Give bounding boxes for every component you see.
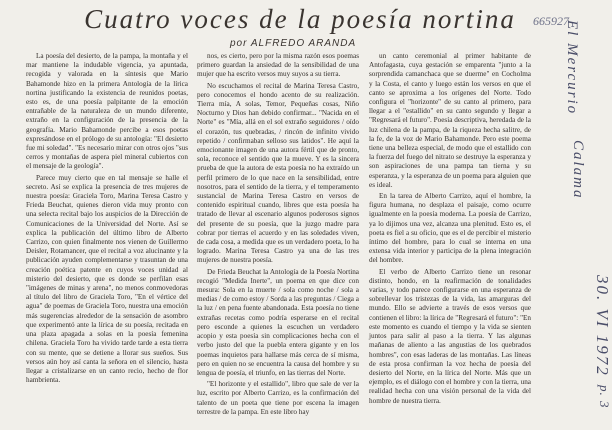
article-headline: Cuatro voces de la poesía nortina [84, 4, 516, 34]
column-1-paragraph: La poesía del desierto, de la pampa, la montaña y el mar mantiene la indudable vigencia, ya apuntada, recogida y valorada en la síntesis que Mario Bahamonde hizo en la primera Antología de la lírica nortina justificando la existencia de reunidos poetas, esto es, de una poesía palpitante de la emoción entrañable de la naturaleza de un mundo diferente, extraño en la configuración de la presencia de la geografía. Mario Bahamonde percibe a esos poetas expresándose en el prólogo de su antología: "El desierto fue mi soledad". "Es necesario mirar con otros ojos "sus cerros y montañas de aspera piel mineral cubiertos con el mensaje de la geología". [26, 52, 188, 171]
archive-stamp-number: 665927 [533, 14, 569, 28]
article-column-2 [197, 52, 359, 424]
column-2-paragraph: No escuchamos el recital de Marina Teresa Castro, pero conocemos el hondo acento de su realización. Tierra mía, A solas, Temor, Pequeñas cosas, Niño Nocturno y Dios han debido confirmar... "Nacida en el Norte" es "Mía, allá en el sol extraño seguidores / oído el corazón, tus quebradas, / rincón de infinito vivido repetido / confirmaban selloso sus latidos". He aquí la emocionante imagen de una autora fértil que de pronto, sola, reconoce el sentido que la mueve. Y es la sincera prueba de que la autora de esta poesía no ha extraído un perfil primero de lo que nace en la sensibilidad, entre nosotros, para el sentido de la tierra, y el temperamento sustancial de Marina Teresa Castro en versos de contenido espiritual cuando, libres que esta poesía ha tratado de llevar al escenario algunos poderosos signos del presente de su poesía, que la juzgo madre para cobrar por tierras el acuerdo y en las soledades viven, de cada cosa, a medida que es un verdadero poeta, lo ha logrado. Marina Teresa Castro ya una de las tres mujeres de nuestra poesía. [197, 81, 359, 265]
column-3-paragraph: El verbo de Alberto Carrizo tiene un resonar distinto, hondo, en la reafirmación de tonalidades varias, y todo parece configurarse en una esperanza de sobrellevar los tristezas de la vida, las amarguras del mundo. Ello se advierte a través de esos versos que contienen el libro: la lírica de "Regresará el futuro": "En este momento es cuando el tiempo y la vida se sienten juntos para salir al paso a la tierra. Y las algunas mañanas de aliento a las angustias de los quebrados hombres", con esas laderas de las montañas. Las líneas de esta prosa confirman la voz hecha de poesía del desierto del Norte, en la lírica del Norte. Más que un ejemplo, es el diálogo con el hombre y con la tierra, una realidad hecha con una visión personal de la vida del hombre de nuestra tierra. [369, 267, 531, 405]
margin-city-name: Calama [570, 140, 586, 200]
handwritten-margin-note [544, 20, 612, 425]
article-column-3 [369, 52, 531, 424]
column-1-paragraph: Parece muy cierto que en tal mensaje se halle el secreto. Así se explica la presencia de tres mujeres de nuestra poesía: Graciela Toro, Marina Teresa Castro y Frieda Beuchat, quienes dieron vida muy pronto con una selecta recital bajo los auspicios de la Dirección de Comunicaciones de la Universidad del Norte. Así se explica la publicación del último libro de Alberto Carrizo, con quien finalmente nos vienen de Guillermo Deisler, Rotamancer, que el recital a voz alucinante y la publicación ayuden complementarse y trasuntan de una creación poética patente en cuyos voces unidad al misterio del desierto, que es donde se perfilan esas "imágenes de minas y arena", no menos conmovedoras al título del libro de Graciela Toro, "En el vértice del agua" de poemas de Graciela Toro, nuestra una emoción más sugerencias alrededor de la sensación de asombro que experimentó ante la lírica de su poesía, recitada en una plaza apagada a solas en la poesía femenina chilena. Graciela Toro ha vivido tarde tarde a esta tierra con su mente, que se detiene a llorar sus sueños. Sus versos aún hoy así canta la señora en el silencio, hasta llegar a cristalizarse en un canto recio, hecho de flor hambrienta. [26, 173, 188, 385]
article-byline: por ALFREDO ARANDA [230, 38, 357, 49]
column-3-paragraph: En la tarea de Alberto Carrizo, aquí el hombre, la figura humana, no desplaza el paisaje, como ocurre igualmente en la poesía moderna. La poesía de Carrizo, ya lo dijimos una vez, alcanza una plenitud. Esto es, el poeta es fiel a su oficio, que es el de percibir el misterio íntimo del hombre, para lo cual se interna en una extensa vida interior y participa de la plena integración del hombre. [369, 192, 531, 265]
margin-page-number: p. 3 [597, 385, 612, 409]
article-column-1 [26, 52, 188, 424]
column-2-paragraph: nos, es cierto, pero por la misma razón esos poemas primero guardan la ansiedad de la sensibilidad de una mujer que ha escrito versos muy suyos a su tierra. [197, 52, 359, 79]
column-3-paragraph: un canto ceremonial al primer habitante de Antofagasta, cuya gestación se emparenta "junto a la sorprendida camanchaca que se duerme" en Cocholma y la Costa, el canto y luego están los versos en que el canto se aproxima a los orígenes del Norte. Todo configura el "horizonte" de su canto al primero, para llegar a el "estallido" en su canto segundo y llegar a "Regresará el futuro". Poesía descriptiva, heredada de la luz chilena de la pampa, de la riqueza hecha salitre, de la fe, de la voz de Mario Bahamonde. Pero este poema tiene una belleza especial, de modo que el estallido con la fuerza del fuego del nitrato se destruye la esperanza y son aspiraciones de una pampa tan tierna y su esperanza, y la esperanza de un poema para alguien que es ideal. [369, 52, 531, 189]
column-2-paragraph: De Frieda Beuchat la Antología de la Poesía Nortina recogió "Medida Inerte", un poema en que dice con mesura: Sola en la muerte / sola como noche / sola a medias / de como estoy / Sorda a las preguntas / Ciega a la luz / en pena fuente abandonada. Esta poesía no tiene extrañas recetas como podría esperarse en el recital pero esconde a quienes la escuchen un verdadero acopio y esta poesía sin complicaciones hecha con el verbo justo del que la puebla entera gigante y en los poemas inquietos para hallarse más cerca de sí misma, pero en quien no se encuentra la causa del hombre y su lengua de poesía, el triunfo, en las tierras del Norte. [197, 267, 359, 377]
margin-date: 30. VI 1972 [593, 275, 612, 377]
column-2-paragraph: "El horizonte y el estallido", libro que sale de ver la luz, escrito por Alberto Carrizo, es la confirmación del talento de un poeta que tiene por escena la imagen terrestre de la pampa. En este libro hay [197, 380, 359, 416]
margin-newspaper-name: El Mercurio [564, 20, 580, 116]
